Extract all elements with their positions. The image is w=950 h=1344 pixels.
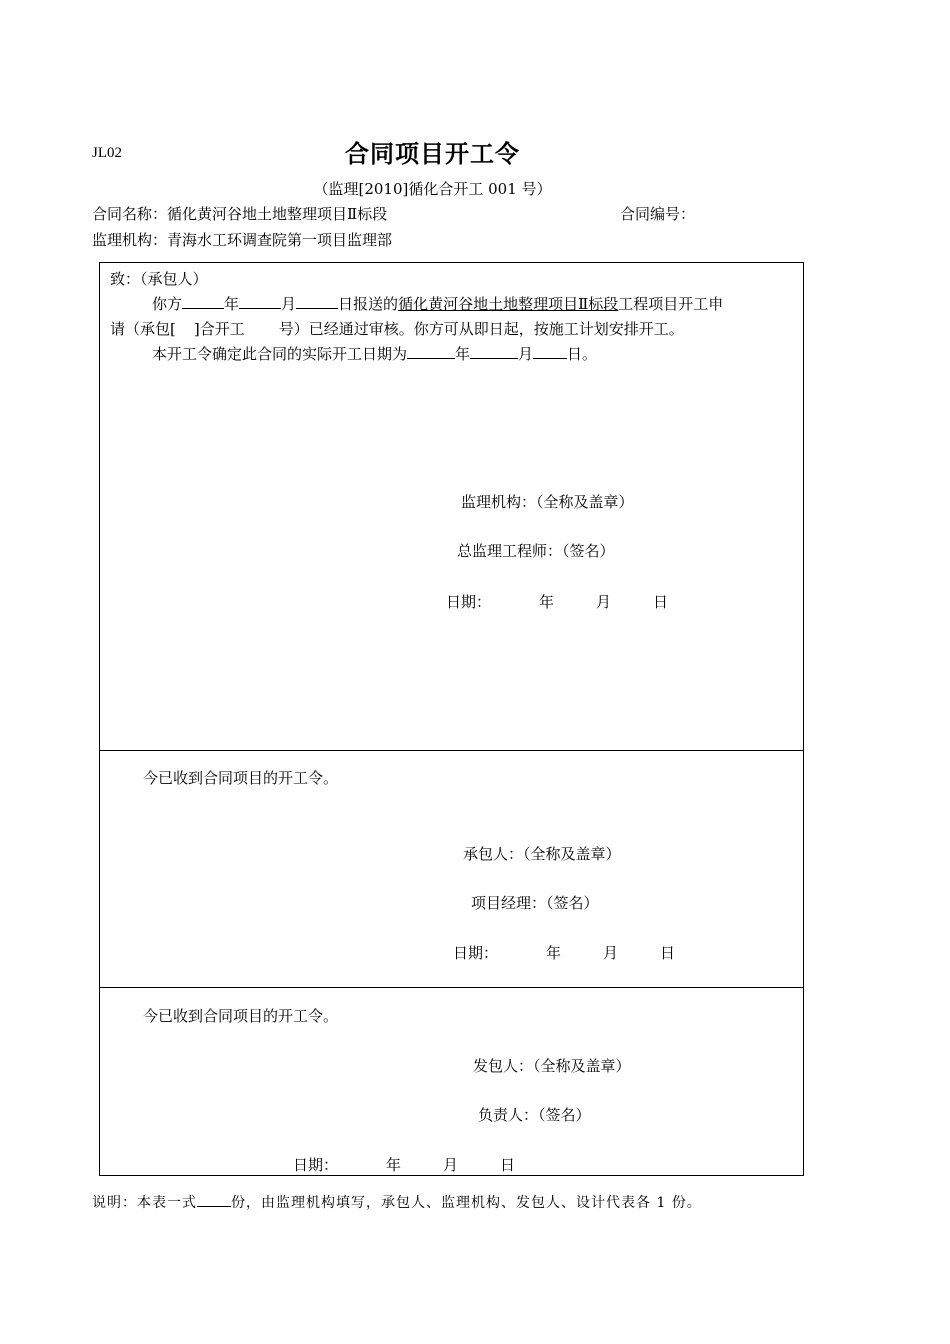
signature-project-manager: 项目经理：（签名） bbox=[471, 894, 599, 912]
text-start-code: ]合开工 bbox=[193, 320, 245, 338]
date-month: 月 bbox=[603, 944, 619, 962]
text-request: 请（承包[ bbox=[110, 320, 176, 338]
contract-name-label: 合同名称： bbox=[92, 205, 168, 223]
contract-number-label: 合同编号： bbox=[620, 205, 696, 223]
document-number: （监理[2010]循化合开工 001 号） bbox=[313, 180, 552, 198]
project-name-underlined: 循化黄河谷地土地整理项目Ⅱ标段 bbox=[398, 295, 619, 313]
date-row-1 bbox=[446, 591, 668, 612]
form-code: JL02 bbox=[92, 145, 122, 161]
blank-day bbox=[296, 293, 338, 309]
blank-month bbox=[239, 293, 281, 309]
date-label: 日期： bbox=[446, 593, 492, 611]
date-year: 年 bbox=[386, 1156, 402, 1174]
text-month: 月 bbox=[518, 345, 534, 363]
contract-name-row bbox=[92, 203, 387, 224]
supervisor-org-label: 监理机构： bbox=[92, 231, 168, 249]
section-divider-2 bbox=[100, 987, 803, 988]
date-label: 日期： bbox=[293, 1156, 339, 1174]
text-your-side: 你方 bbox=[152, 295, 183, 313]
text-day: 日。 bbox=[567, 345, 598, 363]
text-year: 年 bbox=[455, 345, 471, 363]
text-year: 年 bbox=[224, 295, 240, 313]
blank-year bbox=[182, 293, 224, 309]
note-text-b: 份，由监理机构填写，承包人、监理机构、发包人、设计代表各 1 份。 bbox=[231, 1195, 702, 1211]
date-day: 日 bbox=[660, 944, 676, 962]
supervisor-org-value: 青海水工环调查院第一项目监理部 bbox=[167, 231, 393, 249]
blank-copies bbox=[197, 1192, 231, 1207]
text-approved: 号）已经通过审核。你方可从即日起，按施工计划安排开工。 bbox=[278, 320, 684, 338]
contract-name-value: 循化黄河谷地土地整理项目Ⅱ标段 bbox=[167, 205, 388, 223]
date-year: 年 bbox=[539, 593, 555, 611]
text-day-submitted: 日报送的 bbox=[338, 295, 399, 313]
footer-note bbox=[92, 1192, 702, 1212]
note-text-a: 说明：本表一式 bbox=[92, 1195, 197, 1211]
signature-chief-engineer: 总监理工程师：（签名） bbox=[457, 542, 615, 560]
notice-line-3 bbox=[152, 343, 597, 364]
page-title: 合同项目开工令 bbox=[345, 140, 520, 168]
date-label: 日期： bbox=[453, 944, 499, 962]
date-row-3 bbox=[293, 1154, 515, 1175]
date-day: 日 bbox=[653, 593, 669, 611]
date-row-2 bbox=[453, 942, 675, 963]
signature-responsible-person: 负责人：（签名） bbox=[478, 1106, 591, 1124]
text-apply: 工程项目开工申 bbox=[618, 295, 724, 313]
notice-line-1 bbox=[152, 293, 723, 314]
form-frame bbox=[99, 262, 804, 1176]
addressee: 致：（承包人） bbox=[110, 270, 208, 288]
signature-supervisor-org: 监理机构：（全称及盖章） bbox=[461, 493, 634, 511]
date-month: 月 bbox=[596, 593, 612, 611]
text-actual-date: 本开工令确定此合同的实际开工日期为 bbox=[152, 345, 408, 363]
blank-start-year bbox=[407, 343, 455, 359]
blank-start-day bbox=[533, 343, 567, 359]
date-year: 年 bbox=[546, 944, 562, 962]
section-divider-1 bbox=[100, 750, 803, 751]
blank-start-month bbox=[470, 343, 518, 359]
employer-received: 今已收到合同项目的开工令。 bbox=[143, 1007, 339, 1025]
date-day: 日 bbox=[500, 1156, 516, 1174]
contractor-received: 今已收到合同项目的开工令。 bbox=[143, 769, 339, 787]
supervisor-org-row bbox=[92, 229, 392, 250]
signature-employer: 发包人：（全称及盖章） bbox=[473, 1057, 631, 1075]
date-month: 月 bbox=[443, 1156, 459, 1174]
notice-line-2 bbox=[110, 318, 684, 339]
text-month: 月 bbox=[281, 295, 297, 313]
signature-contractor: 承包人：（全称及盖章） bbox=[463, 845, 621, 863]
